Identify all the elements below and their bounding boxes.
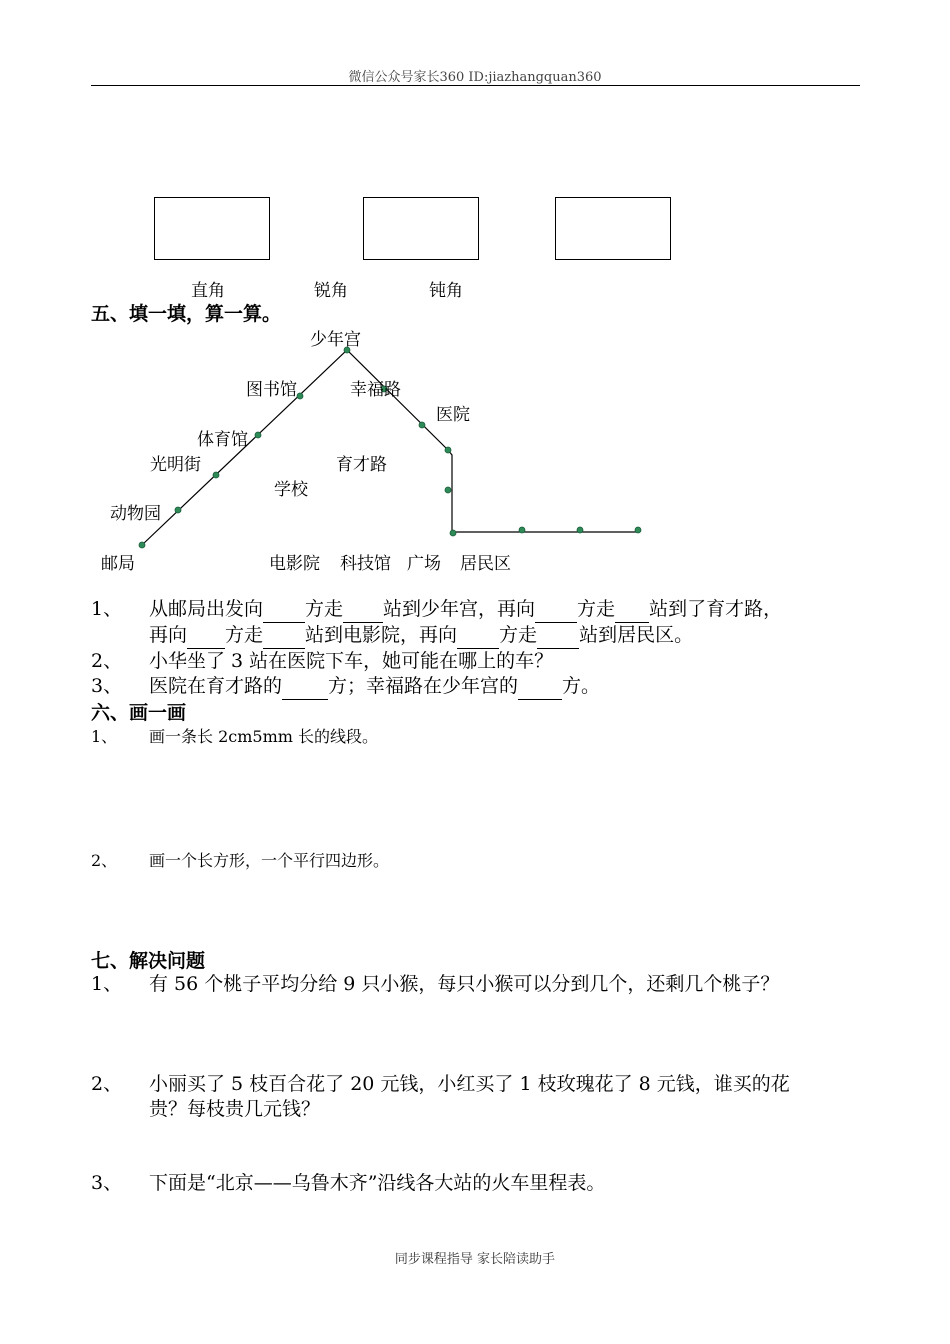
s7-q2-line1: 小丽买了 5 枝百合花了 20 元钱，小红买了 1 枝玫瑰花了 8 元钱，谁买的花 [149,1073,790,1095]
s6-q2-number: 2、 [91,851,118,870]
s5-q1-line1: 从邮局出发向 方走 站到少年宫，再向 方走 站到了育才路， [149,596,782,623]
blank[interactable] [457,622,499,649]
s7-q1-number: 1、 [91,973,123,995]
obtuse-angle-label: 钝角 [429,281,463,301]
s5-q3-number: 3、 [91,675,123,697]
label-yiyuan: 医院 [436,405,470,425]
stop-dianyingyuan [450,530,456,536]
blank[interactable] [535,596,577,623]
blank[interactable] [187,622,225,649]
acute-angle-label: 锐角 [314,281,348,301]
stop-kejiguan [519,527,525,533]
section-6-title: 六、画一画 [91,702,187,724]
blank[interactable] [537,622,579,649]
page-header: 微信公众号家长360 ID:jiazhangquan360 [348,70,602,85]
label-jumingqu: 居民区 [460,554,511,574]
stop-tushuguan [297,393,303,399]
blank[interactable] [282,673,328,700]
s5-q2-number: 2、 [91,650,123,672]
stop-xuexiao [445,487,451,493]
s5-q3-text: 医院在育才路的 方；幸福路在少年宫的 方。 [149,673,600,700]
label-guangmingjie: 光明街 [150,455,201,475]
label-tushuguan: 图书馆 [246,380,297,400]
s7-q2-line2: 贵？每枝贵几元钱？ [149,1098,321,1120]
label-yucailu: 育才路 [336,455,387,475]
label-kejiguan: 科技馆 [340,554,391,574]
stop-yiyuan [419,422,425,428]
s7-q1-text: 有 56 个桃子平均分给 9 只小猴，每只小猴可以分到几个，还剩几个桃子？ [149,973,780,995]
stop-yucailu [445,447,451,453]
blank[interactable] [343,596,383,623]
right-angle-label: 直角 [191,281,225,301]
label-dianyingyuan: 电影院 [269,554,320,574]
s5-q2-text: 小华坐了 3 站在医院下车，她可能在哪上的车？ [149,650,554,672]
stop-youju [139,542,145,548]
label-xuexiao: 学校 [274,480,308,500]
blank[interactable] [615,596,649,623]
blank[interactable] [518,673,562,700]
label-guangchang: 广场 [407,554,441,574]
section-7-title: 七、解决问题 [91,950,206,972]
s6-q1-text: 画一条长 2cm5mm 长的线段。 [149,727,379,746]
label-shaoniangong: 少年宫 [310,330,361,350]
s6-q2-text: 画一个长方形，一个平行四边形。 [149,851,390,870]
stop-jumingqu [635,527,641,533]
stop-guangmingjie [213,472,219,478]
s5-q1-line2: 再向 方走 站到电影院，再向 方走 站到居民区。 [149,622,693,649]
s7-q3-number: 3、 [91,1172,123,1194]
label-tiyuguan: 体育馆 [197,430,248,450]
stop-tiyuguan [255,432,261,438]
s6-q1-number: 1、 [91,727,118,746]
s7-q3-text: 下面是“北京——乌鲁木齐”沿线各大站的火车里程表。 [149,1172,606,1194]
label-dongwuyuan: 动物园 [110,504,161,524]
label-youju: 邮局 [101,554,135,574]
blank[interactable] [263,622,305,649]
stop-guangchang [577,527,583,533]
s5-q1-number: 1、 [91,598,123,620]
label-xingfulu: 幸福路 [350,380,401,400]
section-5-title: 五、填一填，算一算。 [91,303,282,325]
page-footer: 同步课程指导 家长陪读助手 [394,1252,556,1267]
stop-dongwuyuan [175,507,181,513]
blank[interactable] [263,596,305,623]
s7-q2-number: 2、 [91,1073,123,1095]
